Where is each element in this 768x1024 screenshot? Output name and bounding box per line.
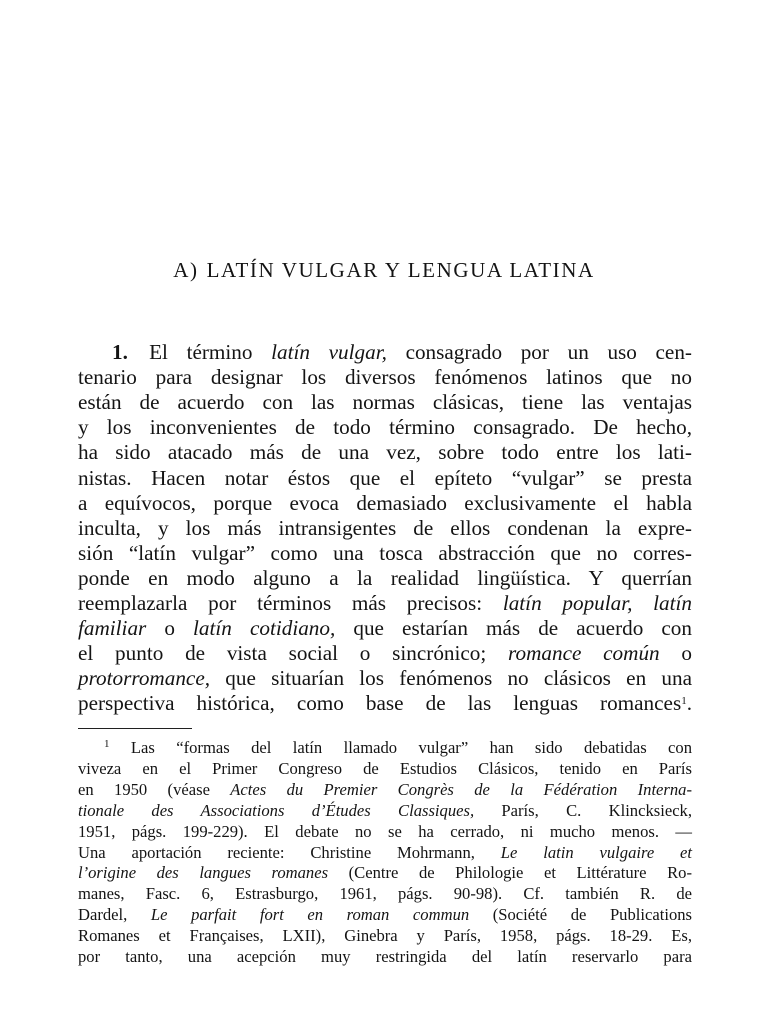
text-run: a equívocos, porque evoca demasiado exclusivamente el habla [78,490,692,515]
text-run: (Centre de Philologie et Littérature Ro- [328,863,693,883]
text-run: Las “formas del latín llamado vulgar” han sido debatidas con [109,738,692,757]
paragraph-number: 1. [112,340,150,364]
text-run: en 1950 (véase [78,779,231,799]
italic-text: l’origine des langues romanes [78,863,329,883]
paragraph-line [78,541,692,566]
footnote-line [78,926,692,947]
section-heading [0,256,768,284]
italic-text: protorromance, [78,666,211,691]
footnote-separator [78,728,192,729]
paragraph-line [78,440,692,465]
text-run: o [146,616,194,641]
footnote-line [78,884,692,905]
footnote-line [104,738,692,759]
paragraph-line [78,641,692,666]
text-run: París, C. Klincksieck, [474,800,693,820]
section-title: LATÍN VULGAR Y LENGUA LATINA [206,258,595,282]
footnote-line [78,947,692,968]
italic-text: latín popular, latín [502,591,692,615]
paragraph-line [78,666,692,691]
text-run: o [659,641,692,666]
italic-text: Le parfait fort en roman commun [150,905,470,925]
italic-text: latín vulgar, [271,340,387,364]
paragraph-line [78,591,692,616]
text-run: (Société de Publications [469,905,692,925]
text-run: Una aportación reciente: Christine Mohrmann, [78,842,501,862]
footnote-line [78,759,692,780]
text-run: Romanes et Françaises, LXII), Ginebra y París, 1958, págs. 18-29. Es, [78,926,692,946]
paragraph-line [78,491,692,516]
italic-text: romance común [508,641,660,666]
footnote-line [78,822,692,843]
text-run: consagrado por un uso cen- [386,340,692,364]
footnote-line [78,905,692,926]
paragraph-line [78,516,692,541]
italic-text: tionale des Associations d’Études Classiques, [78,800,475,820]
text-run: que estarían más de acuerdo con [335,616,692,641]
paragraph-line [78,691,692,716]
footnote-line [78,801,692,822]
footnote-line [78,843,692,864]
paragraph-line [78,390,692,415]
text-run: que situarían los fenómenos no clásicos en una [210,666,692,691]
footnote-line [78,863,692,884]
section-marker: A) [173,258,199,282]
text-run: sión “latín vulgar” como una tosca abstracción que no corres- [78,540,692,565]
paragraph-line [78,616,692,641]
text-run: . [686,691,692,716]
text-run: Dardel, [78,905,151,925]
italic-text: Le latin vulgaire et [500,842,693,862]
text-run: inculta, y los más intransigentes de ellos condenan la expre- [78,515,692,540]
text-run: viveza en el Primer Congreso de Estudios Clásicos, tenido en París [78,758,692,778]
footnote-reference: 1 [681,695,687,708]
text-run: están de acuerdo con las normas clásicas, tiene las ventajas [78,390,692,415]
text-run: ponde en modo alguno a la realidad lingüística. Y querrían [78,565,692,590]
paragraph-line [112,340,692,365]
text-run: perspectiva histórica, como base de las lenguas romances [78,691,682,716]
italic-text: latín cotidiano, [193,616,336,641]
paragraph-line [78,415,692,440]
paragraph-line [78,566,692,591]
text-run: El término [149,340,272,364]
text-run: manes, Fasc. 6, Estrasburgo, 1961, págs. 90-98). Cf. también R. de [78,884,692,904]
text-run: por tanto, una acepción muy restringida del latín reservarlo para [78,947,692,966]
text-run: el punto de vista social o sincrónico; [78,641,509,666]
text-run: ha sido atacado más de una vez, sobre todo entre los lati- [78,440,692,465]
paragraph-line [78,466,692,491]
text-run: reemplazarla por términos más precisos: [78,591,503,615]
paragraph-line [78,365,692,390]
text-run: nistas. Hacen notar éstos que el epíteto “vulgar” se presta [78,465,692,490]
footnote-reference: 1 [104,738,110,750]
italic-text: familiar [78,616,147,641]
italic-text: Actes du Premier Congrès de la Fédération Interna- [230,779,692,799]
text-run: tenario para designar los diversos fenómenos latinos que no [78,365,692,390]
text-run: y los inconvenientes de todo término consagrado. De hecho, [78,415,692,440]
footnote-line [78,780,692,801]
text-run: 1951, págs. 199-229). El debate no se ha cerrado, ni mucho menos. — [78,821,692,841]
